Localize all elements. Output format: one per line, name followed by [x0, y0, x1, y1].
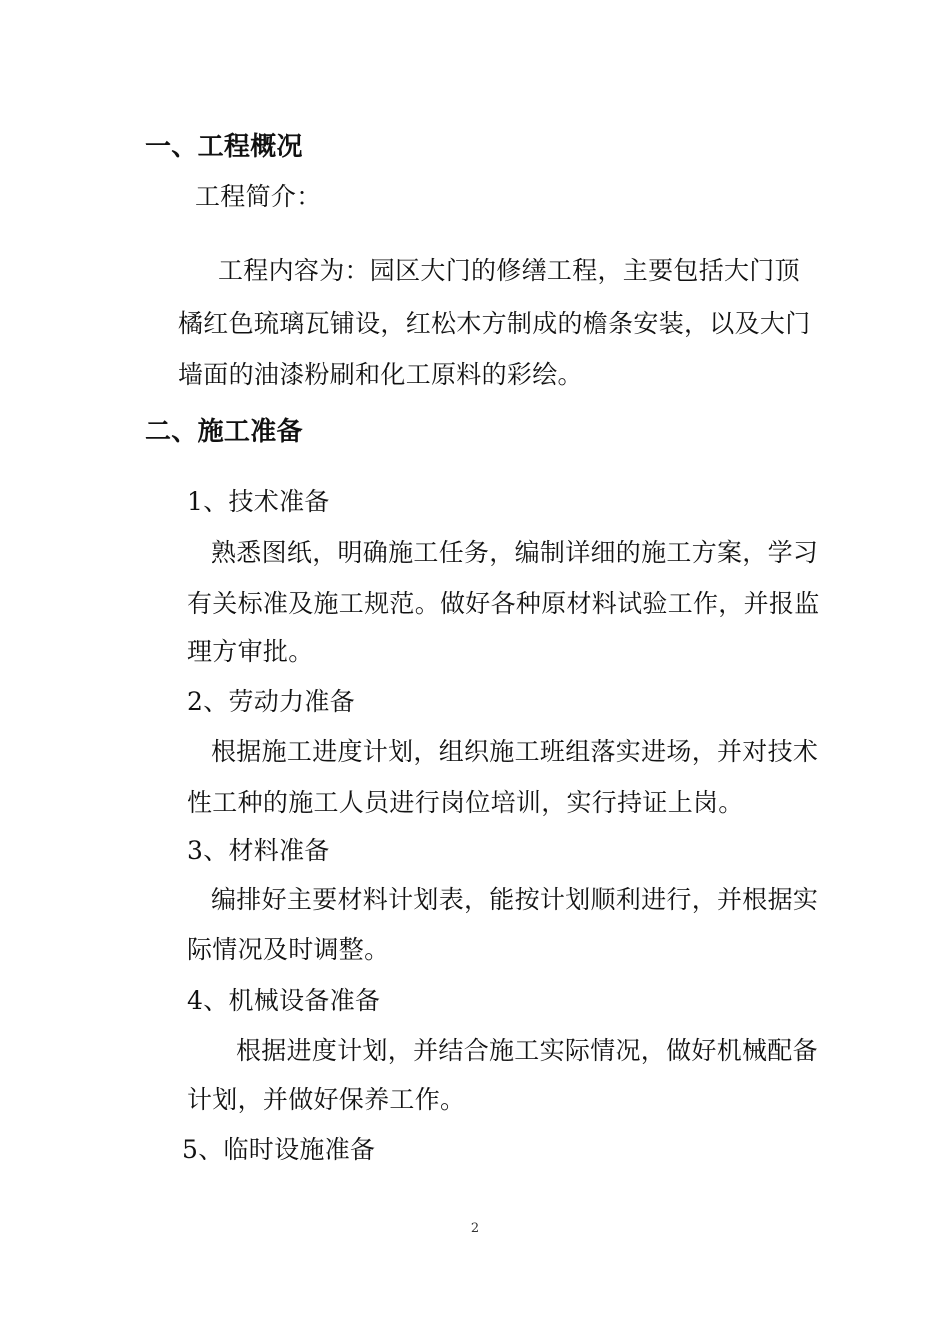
paragraph-line: 墙面的油漆粉刷和化工原料的彩绘。 [178, 360, 583, 389]
paragraph-line: 理方审批。 [187, 637, 314, 666]
subheading-project-intro: 工程简介： [195, 182, 322, 211]
section-heading-overview: 一、工程概况 [145, 132, 303, 162]
item-title: 4、机械设备准备 [187, 986, 381, 1015]
paragraph-line: 计划，并做好保养工作。 [187, 1085, 466, 1114]
paragraph-line: 性工种的施工人员进行岗位培训，实行持证上岗。 [187, 788, 744, 817]
paragraph-line: 橘红色琉璃瓦铺设，红松木方制成的檐条安装，以及大门 [178, 309, 811, 338]
item-title: 5、临时设施准备 [182, 1135, 376, 1164]
paragraph-line: 熟悉图纸，明确施工任务，编制详细的施工方案，学习 [211, 538, 819, 567]
paragraph-line: 有关标准及施工规范。做好各种原材料试验工作，并报监 [187, 589, 820, 618]
paragraph-line: 际情况及时调整。 [187, 935, 390, 964]
item-title: 1、技术准备 [187, 487, 330, 516]
paragraph-line: 工程内容为：园区大门的修缮工程，主要包括大门顶 [218, 256, 800, 285]
item-title: 2、劳动力准备 [187, 687, 356, 716]
paragraph-line: 编排好主要材料计划表，能按计划顺利进行，并根据实 [211, 885, 819, 914]
paragraph-line: 根据进度计划，并结合施工实际情况，做好机械配备 [236, 1036, 818, 1065]
section-heading-preparation: 二、施工准备 [145, 417, 303, 447]
item-title: 3、材料准备 [187, 836, 330, 865]
paragraph-line: 根据施工进度计划，组织施工班组落实进场，并对技术 [211, 737, 819, 766]
page-number: 2 [470, 1221, 480, 1236]
